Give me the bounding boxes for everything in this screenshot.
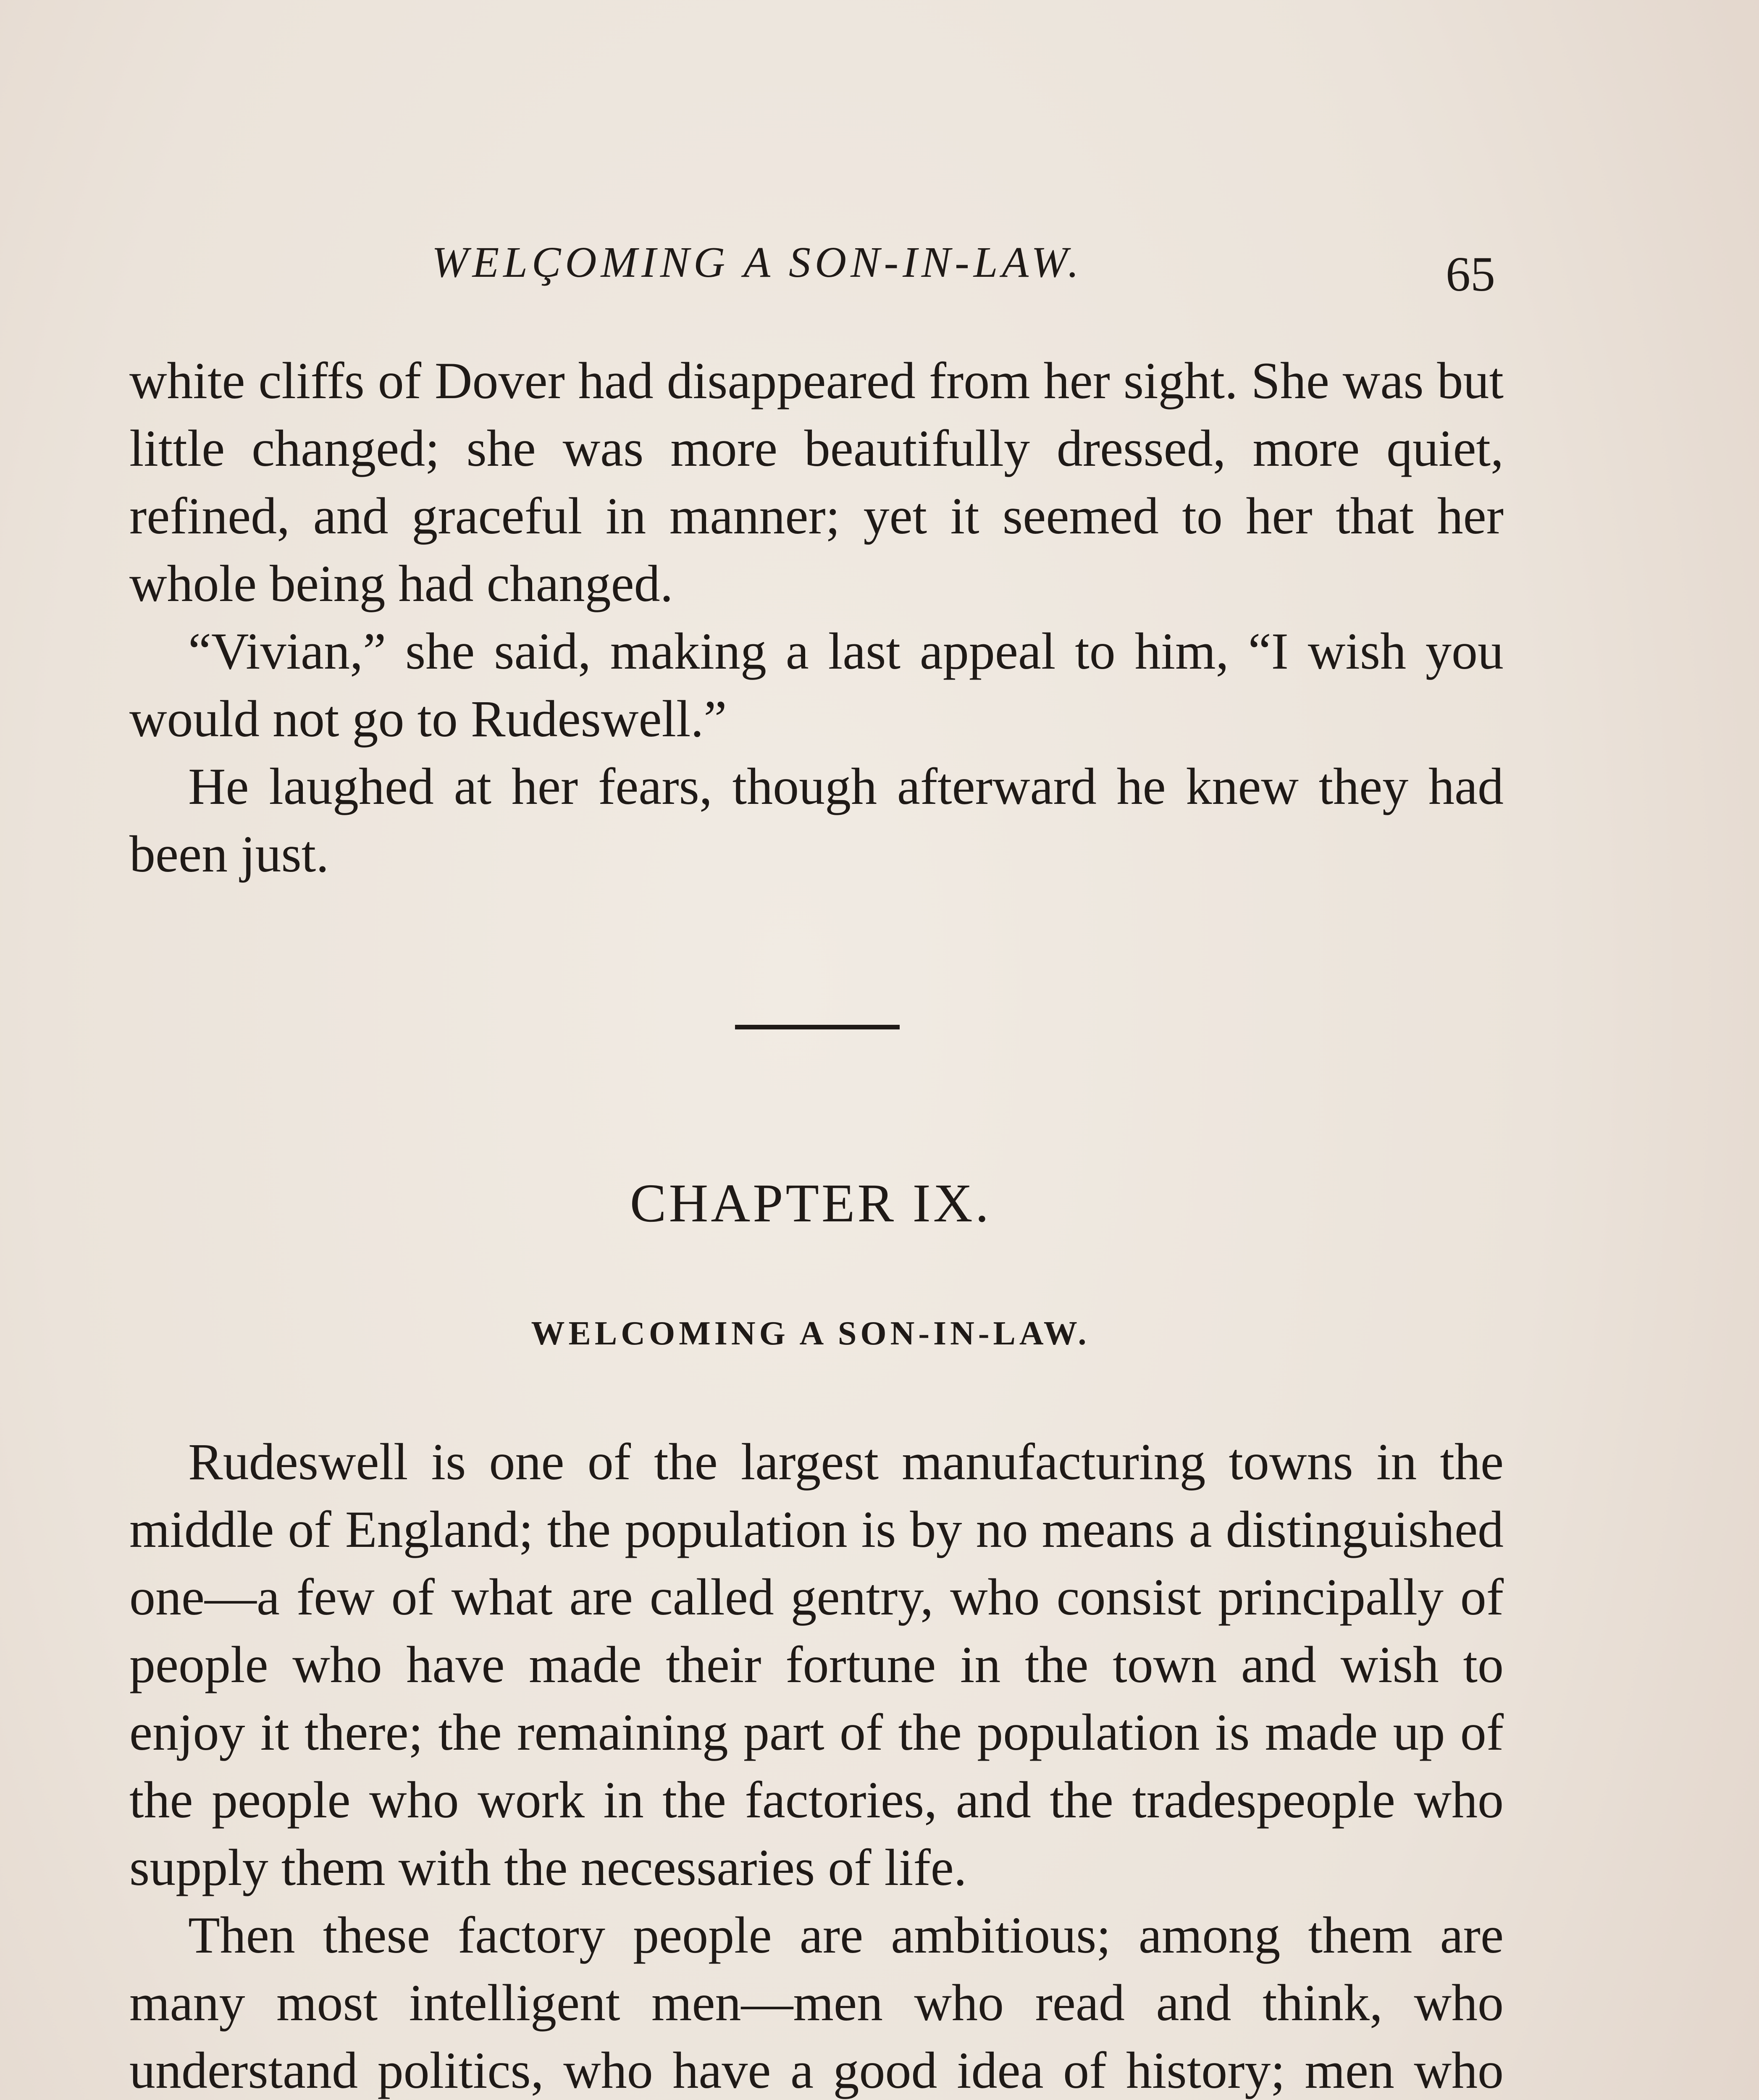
paragraph: Then these factory people are ambitious; among them are many most intelligent men—men who read and think, who understand politics, who have a good idea of history; men who bbox=[129, 1906, 1504, 2099]
paragraph: Rudeswell is one of the largest manufacturing towns in the middle of England; the population is by no means a distinguished one—a few of what are called gentry, who consist principally of people who have made their fortune in the town and wish to enjoy it there; the remaining part of the population is made up of the people who work in the factories, and the tradespeople who supply them with the necessaries of life. bbox=[129, 1433, 1504, 1896]
running-title: WELÇOMING A SON-IN-LAW. bbox=[432, 238, 1083, 286]
section-divider bbox=[735, 1025, 900, 1029]
chapter-text-block bbox=[129, 1428, 1504, 2100]
page-number: 65 bbox=[1446, 247, 1495, 302]
paragraph: He laughed at her fears, though afterward he knew they had been just. bbox=[129, 758, 1504, 883]
running-head bbox=[129, 229, 1504, 304]
paragraph: white cliffs of Dover had disappeared from her sight. She was but little changed; she was more beautifully dressed, more quiet, refined, and graceful in manner; yet it seemed to her that her whole being had changed. bbox=[129, 352, 1504, 612]
continued-text-block bbox=[129, 347, 1504, 888]
paragraph: “Vivian,” she said, making a last appeal to him, “I wish you would not go to Rudeswell.” bbox=[129, 622, 1504, 748]
chapter-subtitle: WELCOMING A SON-IN-LAW. bbox=[531, 1315, 1090, 1352]
chapter-heading: CHAPTER IX. bbox=[630, 1173, 992, 1234]
